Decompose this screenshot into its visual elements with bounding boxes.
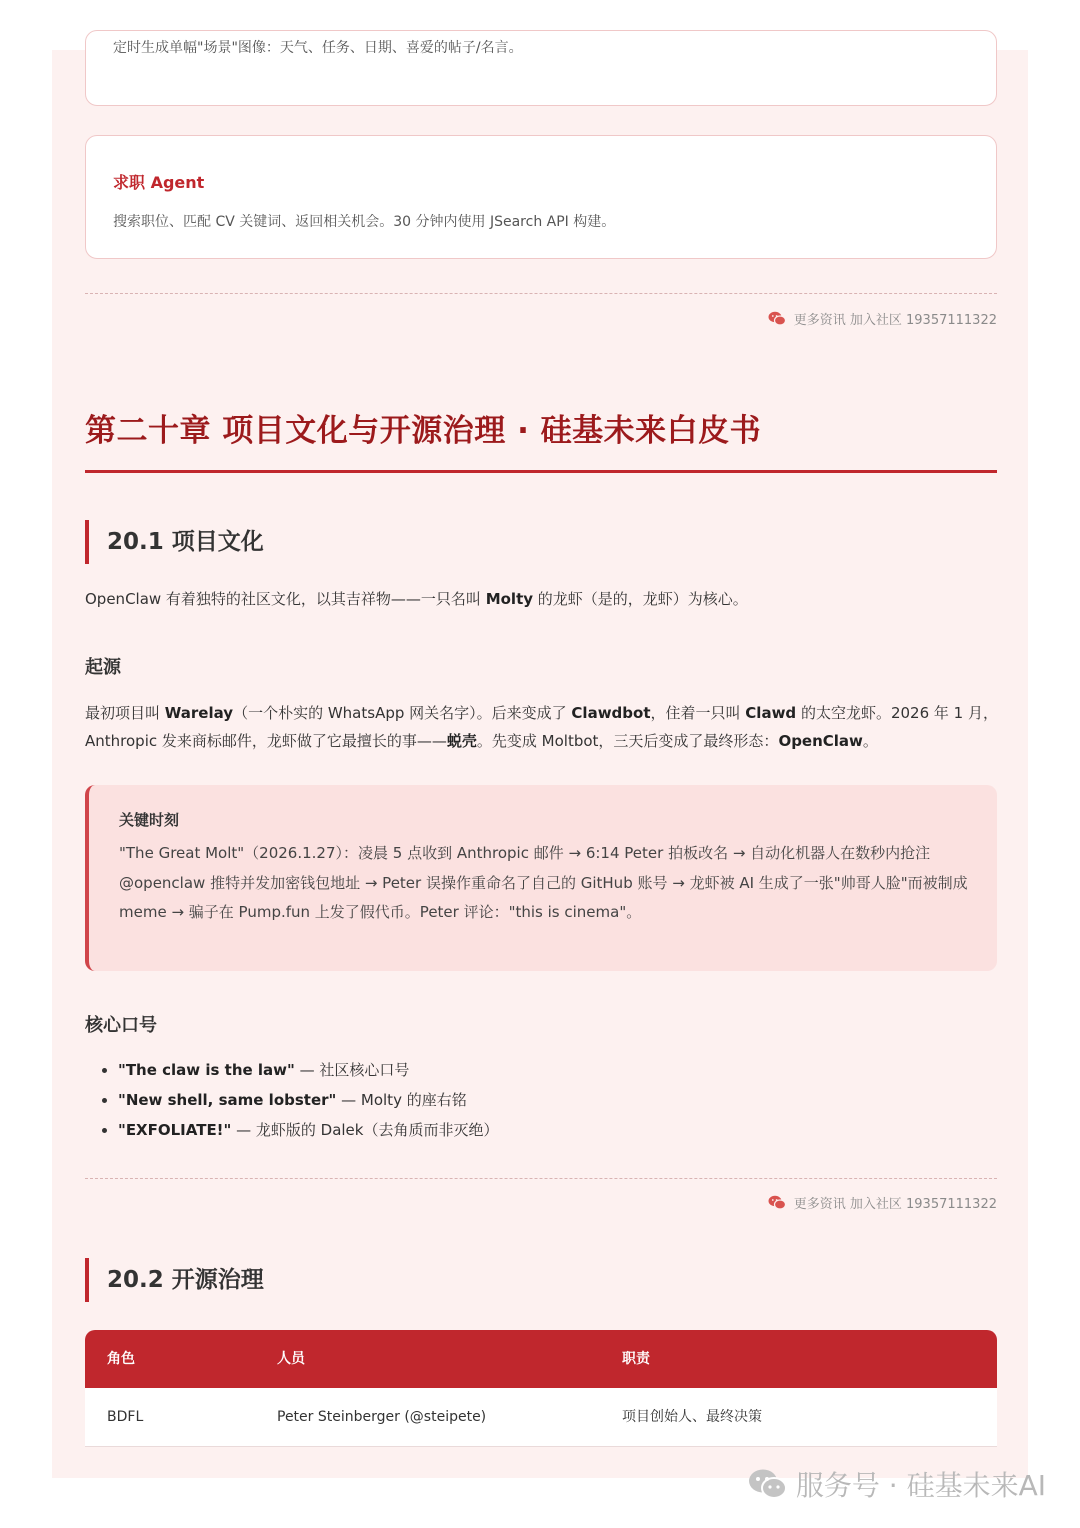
feature-card-job-agent <box>85 135 997 259</box>
chapter-underline <box>85 470 997 473</box>
table-cell: Peter Steinberger (@steipete) <box>277 1409 487 1425</box>
column-header-duty: 职责 <box>622 1351 650 1367</box>
list-item: • "New shell, same lobster" — Molty 的座右铭 <box>118 1085 498 1115</box>
origin-paragraph: 最初项目叫 Warelay（一个朴实的 WhatsApp 网关名字）。后来变成了 Clawdbot，住着一只叫 Clawd 的太空龙虾。2026 年 1 月，Anthropic 发来商标邮件，龙虾做了它最擅长的事——蜕壳。先变成 Moltbot，三天后变成了最终形态：OpenClaw。 <box>85 704 998 750</box>
watermark-text: 服务号 · 硅基未来AI <box>795 1469 1046 1502</box>
wechat-watermark <box>748 1464 1046 1504</box>
table-cell: 项目创始人、最终决策 <box>622 1409 762 1425</box>
list-item: • "The claw is the law" — 社区核心口号 <box>118 1055 498 1085</box>
origin-heading: 起源 <box>85 657 121 678</box>
culture-intro-paragraph: OpenClaw 有着独特的社区文化，以其吉祥物——一只名叫 Molty 的龙虾（是的，龙虾）为核心。 <box>85 590 748 608</box>
dashed-divider <box>85 293 997 294</box>
callout-title: 关键时刻 <box>119 811 180 829</box>
table-row <box>85 1388 997 1447</box>
table-cell: BDFL <box>107 1409 144 1425</box>
feature-card-scene-image <box>85 30 997 106</box>
key-moment-callout <box>85 785 997 971</box>
list-item: • "EXFOLIATE!" — 龙虾版的 Dalek（去角质而非灭绝） <box>118 1115 498 1145</box>
column-header-role: 角色 <box>107 1351 135 1367</box>
wechat-icon <box>768 311 786 326</box>
slogan-list <box>85 1055 498 1145</box>
callout-text: "The Great Molt"（2026.1.27）：凌晨 5 点收到 Anthropic 邮件 → 6:14 Peter 拍板改名 → 自动化机器人在数秒内抢注 @openclaw 推特并发加密钱包地址 → Peter 误操作重命名了自己的 GitHub 账号 → 龙虾被 AI 生成了一张"帅哥人脸"而被制成 meme → 骗子在 Pump.fun 上发了假代币。Peter 评论："this is cinema"。 <box>119 844 968 921</box>
table-header <box>85 1330 997 1388</box>
column-header-person: 人员 <box>277 1351 305 1367</box>
wechat-icon <box>768 1195 786 1210</box>
card-description: 定时生成单幅"场景"图像：天气、任务、日期、喜爱的帖子/名言。 <box>113 40 523 56</box>
section-heading-governance: 20.2 开源治理 <box>85 1258 264 1302</box>
card-title: 求职 Agent <box>113 173 205 192</box>
document-page <box>52 40 1028 1478</box>
community-notice <box>768 309 997 328</box>
notice-text: 更多资讯 加入社区 19357111322 <box>793 1197 997 1212</box>
wechat-logo-icon <box>748 1468 788 1500</box>
slogans-heading: 核心口号 <box>85 1015 157 1036</box>
notice-text: 更多资讯 加入社区 19357111322 <box>793 313 997 328</box>
dashed-divider <box>85 1178 997 1179</box>
chapter-title: 第二十章 项目文化与开源治理 · 硅基未来白皮书 <box>85 413 762 449</box>
community-notice <box>768 1193 997 1212</box>
section-heading-culture: 20.1 项目文化 <box>85 520 264 564</box>
governance-table <box>85 1330 997 1447</box>
card-description: 搜索职位、匹配 CV 关键词、返回相关机会。30 分钟内使用 JSearch API 构建。 <box>113 214 616 230</box>
